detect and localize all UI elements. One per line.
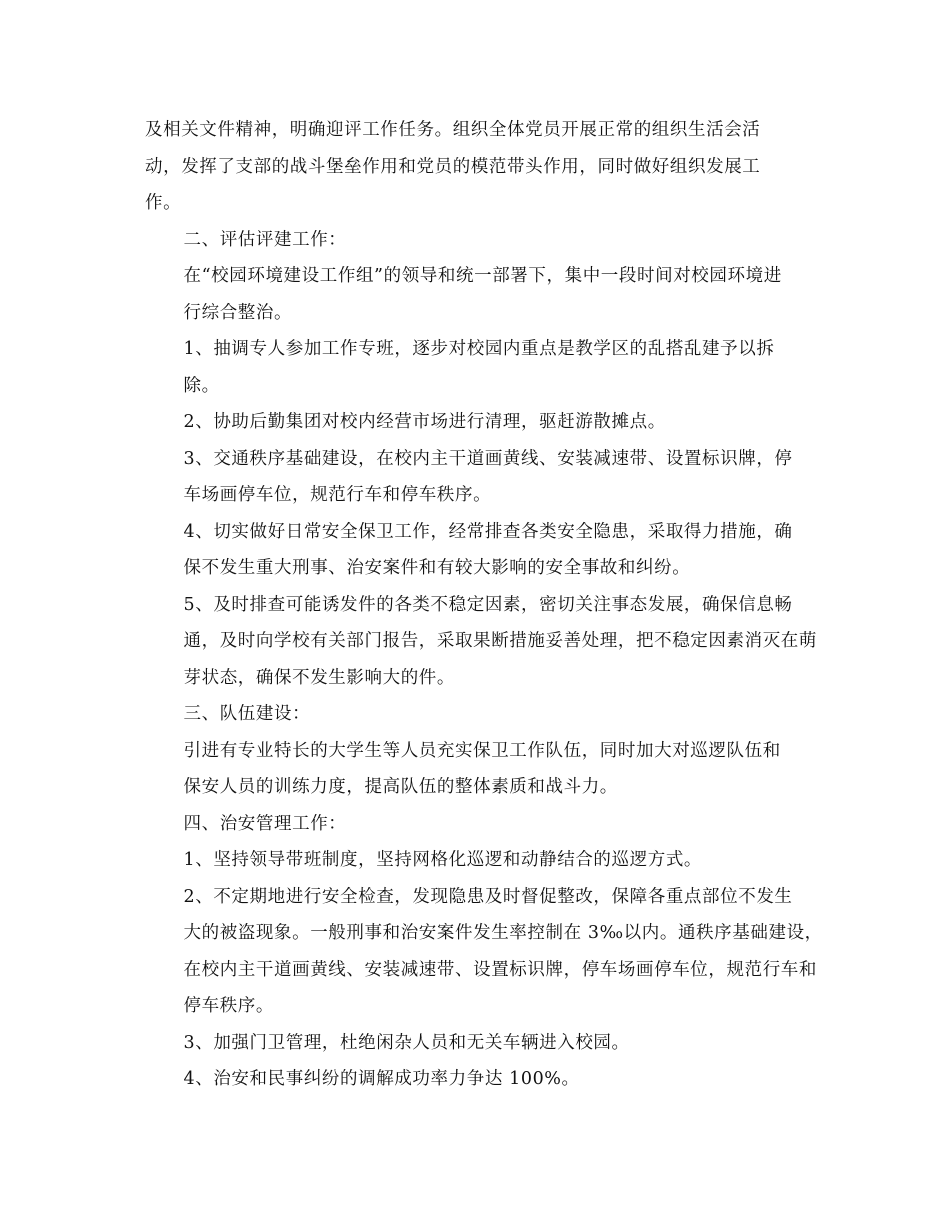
text-line: 行综合整治。 — [183, 302, 293, 323]
text-line: 4、切实做好日常安全保卫工作，经常排查各类安全隐患，采取得力措施，确 — [183, 521, 793, 542]
text-line: 保不发生重大刑事、治安案件和有较大影响的安全事故和纠纷。 — [183, 558, 691, 578]
list-item-4-daily-security — [145, 514, 811, 587]
text-line: 通，及时向学校有关部门报告，采取果断措施妥善处理，把不稳定因素消灭在萌 — [183, 631, 817, 651]
section-heading-evaluation — [145, 222, 811, 259]
text-line: 三、队伍建设： — [183, 704, 311, 724]
text-line: 引进有专业特长的大学生等人员充实保卫工作队伍，同时加大对巡逻队伍和 — [183, 740, 781, 761]
document-body — [145, 112, 823, 1098]
text-line: 及相关文件精神，明确迎评工作任务。组织全体党员开展正常的组织生活会活 — [145, 120, 761, 140]
text-line: 车场画停车位，规范行车和停车秩序。 — [183, 485, 492, 505]
text-line: 2、协助后勤集团对校内经营市场进行清理，驱赶游散摊点。 — [183, 412, 666, 432]
list-item-1-patrol — [145, 842, 811, 879]
text-line: 四、治安管理工作： — [183, 813, 347, 834]
text-line: 芽状态，确保不发生影响大的件。 — [183, 667, 455, 688]
paragraph-continuation — [145, 112, 811, 222]
text-line: 除。 — [183, 375, 220, 396]
paragraph-team-building — [145, 733, 811, 806]
text-line: 4、治安和民事纠纷的调解成功率力争达 100%。 — [183, 1069, 580, 1089]
text-line: 在“校园环境建设工作组”的领导和统一部署下，集中一段时间对校园环境进 — [183, 266, 782, 286]
list-item-3-traffic-order — [145, 441, 811, 514]
paragraph-campus-environment — [145, 258, 811, 331]
text-line: 2、不定期地进行安全检查，发现隐患及时督促整改，保障各重点部位不发生 — [183, 886, 793, 907]
list-item-2-inspection — [145, 879, 823, 1025]
text-line: 作。 — [145, 193, 182, 213]
list-item-4-dispute-mediation — [145, 1061, 811, 1098]
text-line: 保安人员的训练力度，提高队伍的整体素质和战斗力。 — [183, 777, 618, 797]
section-heading-team — [145, 696, 811, 733]
text-line: 3、交通秩序基础建设，在校内主干道画黄线、安装减速带、设置标识牌，停 — [183, 448, 793, 469]
text-line: 停车秩序。 — [183, 996, 274, 1016]
text-line: 5、及时排查可能诱发件的各类不稳定因素，密切关注事态发展，确保信息畅 — [183, 594, 793, 615]
text-line: 大的被盗现象。一般刑事和治安案件发生率控制在 3‰以内。通秩序基础建设， — [183, 923, 823, 943]
text-line: 在校内主干道画黄线、安装减速带、设置标识牌，停车场画停车位，规范行车和 — [183, 959, 817, 980]
text-line: 3、加强门卫管理，杜绝闲杂人员和无关车辆进入校园。 — [183, 1032, 630, 1053]
list-item-5-instability-check — [145, 587, 817, 697]
text-line: 1、抽调专人参加工作专班，逐步对校园内重点是教学区的乱搭乱建予以拆 — [183, 339, 775, 359]
text-line: 1、坚持领导带班制度，坚持网格化巡逻和动静结合的巡逻方式。 — [183, 850, 703, 870]
list-item-3-gate-management — [145, 1025, 811, 1062]
list-item-1-demolition — [145, 331, 811, 404]
text-line: 二、评估评建工作： — [183, 229, 347, 250]
list-item-2-market-cleanup — [145, 404, 811, 441]
section-heading-public-security — [145, 806, 811, 843]
text-line: 动，发挥了支部的战斗堡垒作用和党员的模范带头作用，同时做好组织发展工 — [145, 156, 761, 177]
